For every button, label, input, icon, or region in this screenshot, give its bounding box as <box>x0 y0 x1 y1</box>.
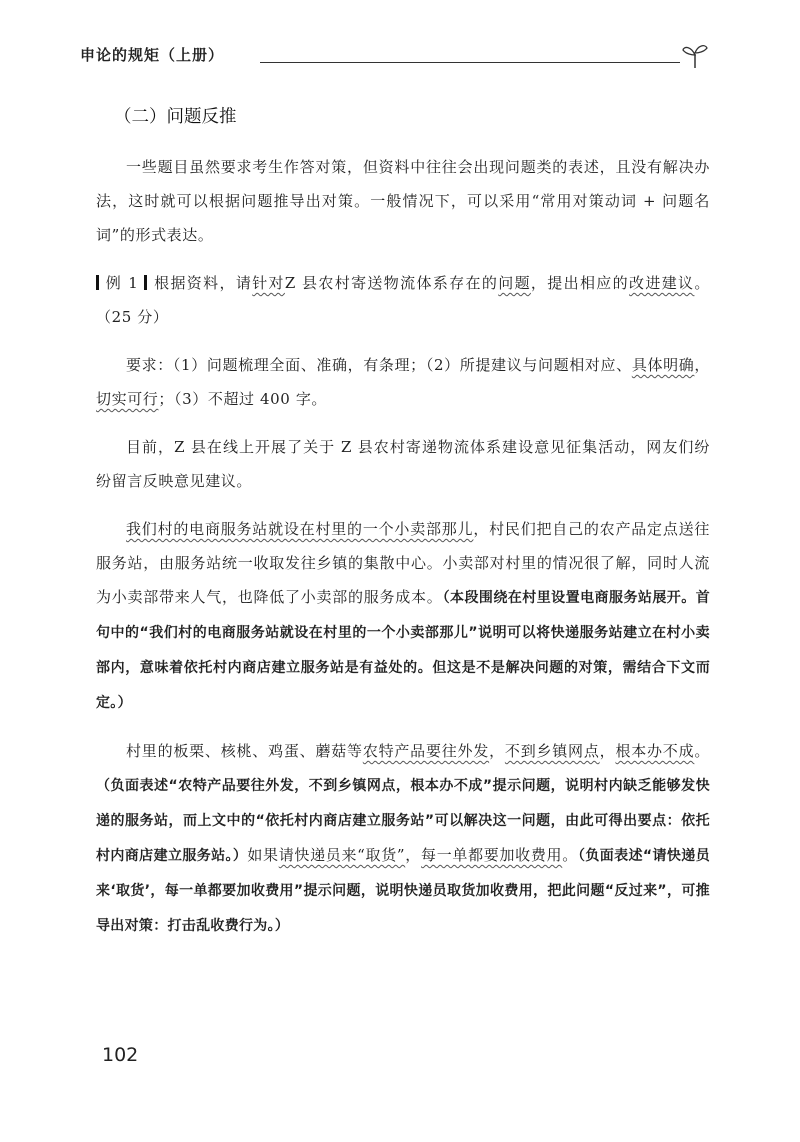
bar-left-icon <box>96 275 99 290</box>
underlined-text: 每一单都要加收费用 <box>421 846 563 864</box>
material-text: 如果 <box>247 846 279 864</box>
underlined-text: 我们村的电商服务站就设在村里的一个小卖部那儿 <box>126 520 474 538</box>
sprout-icon <box>680 40 710 70</box>
underlined-text: 问题 <box>498 274 531 292</box>
material-text: ， <box>489 742 505 760</box>
underlined-text: 不到乡镇网点 <box>504 742 600 760</box>
running-header <box>80 40 710 70</box>
example-text: Z 县农村寄送物流体系存在的 <box>284 274 499 292</box>
underlined-text: 具体明确 <box>631 356 695 374</box>
page-number: 102 <box>102 1044 139 1066</box>
underlined-text: 根本办不成 <box>615 742 695 760</box>
analysis-note: （负面表述“农特产品要往外发，不到乡镇网点，根本办不成”提示问题，说明村内缺乏能够发快递的服务站，而上文中的“依托村内商店建立服务站”可以解决这一问题，由此可得出要点：依托村内商店建立服务站。） <box>96 778 710 864</box>
req-text: 要求：（1）问题梳理全面、准确，有条理；（2）所提建议与问题相对应、 <box>126 356 632 374</box>
material-text: ， <box>405 846 421 864</box>
example-text: 。（25 分） <box>96 274 711 326</box>
material-paragraph-2 <box>96 734 710 943</box>
book-title: 申论的规矩（上册） <box>80 46 225 64</box>
section-title: （二）问题反推 <box>114 107 237 127</box>
material-text: ，村民们把自己的农产品定点送往服务站，由服务站统一收取发往乡镇的集散中心。小卖部对村里的情况很了解，同时人流为小卖部带来人气，也降低了小卖部的服务成本。 <box>96 520 710 606</box>
underlined-text: 针对 <box>252 274 285 292</box>
req-text: ， <box>694 356 710 374</box>
req-text: ；（3）不超过 400 字。 <box>158 390 328 408</box>
example-label: 例 1 <box>105 274 139 292</box>
bar-right-icon <box>144 275 147 290</box>
context-paragraph: 目前，Z 县在线上开展了关于 Z 县农村寄递物流体系建设意见征集活动，网友们纷纷留言反映意见建议。 <box>96 438 710 490</box>
material-text: 村里的板栗、核桃、鸡蛋、蘑菇等 <box>126 742 363 760</box>
intro-paragraph: 一些题目虽然要求考生作答对策，但资料中往往会出现问题类的表述，且没有解决办法，这时就可以根据问题推导出对策。一般情况下，可以采用“常用对策动词 + 问题名词”的形式表达。 <box>96 158 710 244</box>
underlined-text: 农特产品要往外发 <box>362 742 490 760</box>
underlined-text: 改进建议 <box>629 274 695 292</box>
analysis-note: （负面表述“请快递员来‘取货’，每一单都要加收费用”提示问题，说明快递员取货加收费用，把此问题“反过来”，可推导出对策：打击乱收费行为。） <box>96 848 710 934</box>
example-text: 根据资料，请 <box>153 274 253 292</box>
header-rule <box>260 62 680 63</box>
example-text: ，提出相应的 <box>530 274 630 292</box>
underlined-text: 切实可行 <box>96 390 159 408</box>
requirements-paragraph <box>96 348 710 416</box>
analysis-note: （本段围绕在村里设置电商服务站展开。首句中的“我们村的电商服务站就设在村里的一个小卖部那儿”说明可以将快递服务站建立在村小卖部内，意味着依托村内商店建立服务站是有益处的。但这是不是解决问题的对策，需结合下文而定。） <box>96 590 711 711</box>
page-body <box>96 103 710 957</box>
material-paragraph-1 <box>96 512 710 720</box>
material-text: ， <box>599 742 616 760</box>
example-question <box>96 266 710 334</box>
material-text: 。 <box>694 742 710 760</box>
material-text: 。 <box>562 846 578 864</box>
underlined-text: 请快递员来“取货” <box>278 846 406 864</box>
